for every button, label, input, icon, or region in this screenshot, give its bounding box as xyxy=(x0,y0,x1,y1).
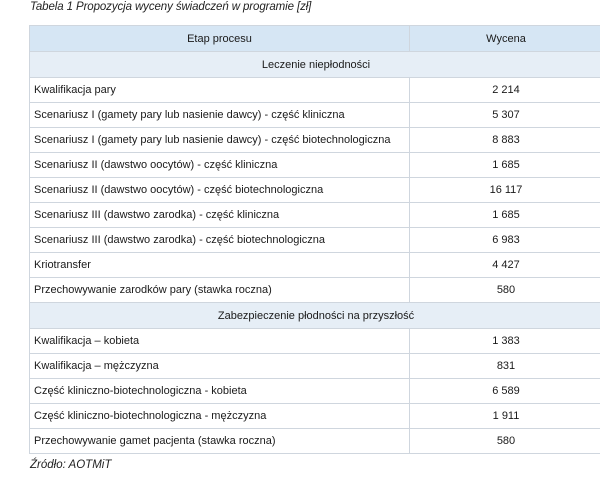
section-title: Zabezpieczenie płodności na przyszłość xyxy=(30,303,600,329)
row-name: Scenariusz I (gamety pary lub nasienie dawcy) - część kliniczna xyxy=(30,103,410,128)
row-name: Przechowywanie zarodków pary (stawka roczna) xyxy=(30,278,410,303)
row-value: 1 685 xyxy=(410,203,600,228)
table-row xyxy=(30,329,600,354)
row-name: Kwalifikacja pary xyxy=(30,78,410,103)
row-value: 1 911 xyxy=(410,404,600,429)
section-header-row xyxy=(30,303,600,329)
section-title: Leczenie niepłodności xyxy=(30,52,600,78)
table-row xyxy=(30,253,600,278)
table-row xyxy=(30,354,600,379)
row-name: Kwalifikacja – mężczyzna xyxy=(30,354,410,379)
table-header xyxy=(30,26,600,52)
row-value: 2 214 xyxy=(410,78,600,103)
row-name: Kriotransfer xyxy=(30,253,410,278)
table-row xyxy=(30,228,600,253)
table-row xyxy=(30,128,600,153)
table-row xyxy=(30,278,600,303)
row-value: 580 xyxy=(410,278,600,303)
row-name: Scenariusz I (gamety pary lub nasienie dawcy) - część biotechnologiczna xyxy=(30,128,410,153)
table-row xyxy=(30,429,600,454)
table-caption: Tabela 1 Propozycja wyceny świadczeń w programie [zł] xyxy=(30,1,312,13)
row-name: Scenariusz III (dawstwo zarodka) - część kliniczna xyxy=(30,203,410,228)
row-name: Kwalifikacja – kobieta xyxy=(30,329,410,354)
header-price: Wycena xyxy=(410,26,600,52)
pricing-table xyxy=(29,25,600,454)
row-name: Przechowywanie gamet pacjenta (stawka roczna) xyxy=(30,429,410,454)
row-name: Scenariusz III (dawstwo zarodka) - część biotechnologiczna xyxy=(30,228,410,253)
row-value: 1 685 xyxy=(410,153,600,178)
row-name: Scenariusz II (dawstwo oocytów) - część biotechnologiczna xyxy=(30,178,410,203)
row-value: 6 983 xyxy=(410,228,600,253)
table-row xyxy=(30,78,600,103)
row-value: 6 589 xyxy=(410,379,600,404)
row-value: 8 883 xyxy=(410,128,600,153)
table-body xyxy=(30,52,600,454)
row-name: Część kliniczno-biotechnologiczna - kobieta xyxy=(30,379,410,404)
table-row xyxy=(30,379,600,404)
table-row xyxy=(30,103,600,128)
row-value: 831 xyxy=(410,354,600,379)
row-name: Część kliniczno-biotechnologiczna - mężczyzna xyxy=(30,404,410,429)
header-stage: Etap procesu xyxy=(30,26,410,52)
table-row xyxy=(30,404,600,429)
section-header-row xyxy=(30,52,600,78)
header-row xyxy=(30,26,600,52)
row-name: Scenariusz II (dawstwo oocytów) - część kliniczna xyxy=(30,153,410,178)
row-value: 580 xyxy=(410,429,600,454)
table-row xyxy=(30,153,600,178)
source-note: Źródło: AOTMiT xyxy=(30,459,112,471)
row-value: 4 427 xyxy=(410,253,600,278)
table-row xyxy=(30,178,600,203)
row-value: 5 307 xyxy=(410,103,600,128)
row-value: 1 383 xyxy=(410,329,600,354)
row-value: 16 117 xyxy=(410,178,600,203)
table-row xyxy=(30,203,600,228)
